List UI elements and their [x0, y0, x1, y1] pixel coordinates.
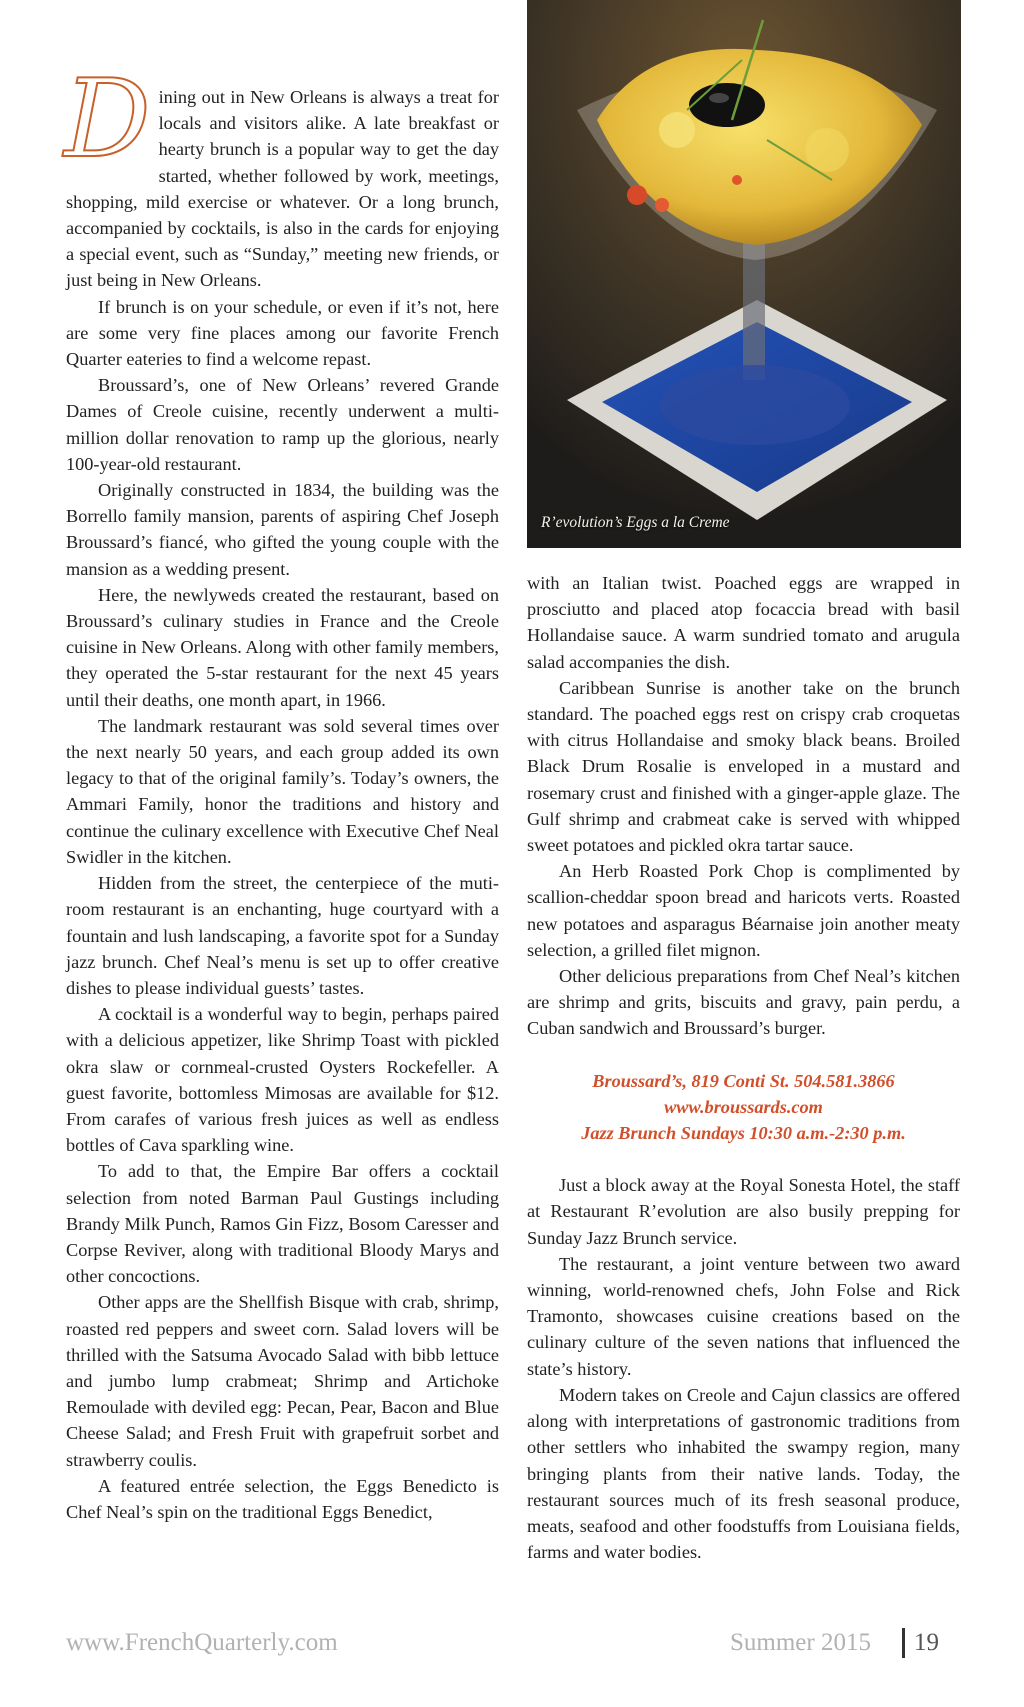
footer-divider: [902, 1628, 905, 1658]
paragraph: Other delicious preparations from Chef Neal’s kitchen are shrimp and grits, biscuits and gravy, pain perdu, a Cuban sandwich and Broussard’s burger.: [527, 966, 960, 1039]
info-hours: Jazz Brunch Sundays 10:30 a.m.-2:30 p.m.: [581, 1123, 906, 1144]
paragraph: A featured entrée selection, the Eggs Benedicto is Chef Neal’s spin on the traditional Eggs Benedict,: [66, 1475, 499, 1522]
restaurant-info-box: [527, 1068, 960, 1147]
right-column: [527, 570, 960, 1565]
paragraph: To add to that, the Empire Bar offers a cocktail selection from noted Barman Paul Gustings including Brandy Milk Punch, Ramos Gin Fizz, Bosom Caresser and Corpse Reviver, along with traditional Bloody Marys and other concoctions.: [66, 1161, 499, 1287]
paragraph: with an Italian twist. Poached eggs are wrapped in prosciutto and placed atop focaccia bread with basil Hollandaise sauce. A warm sundried tomato and arugula salad accompanies the dish.: [527, 573, 960, 672]
paragraph: Originally constructed in 1834, the building was the Borrello family mansion, parents of aspiring Chef Joseph Broussard’s fiancé, who gifted the young couple with the mansion as a wedding present.: [66, 480, 499, 579]
paragraph: The landmark restaurant was sold several times over the next nearly 50 years, and each group added its own legacy to that of the original family’s. Today’s owners, the Ammari Family, honor the traditions and history and continue the culinary excellence with Executive Chef Neal Swidler in the kitchen.: [66, 715, 499, 867]
info-website-link[interactable]: www.broussards.com: [664, 1096, 823, 1117]
photo-caption: R’evolution’s Eggs a la Creme: [541, 514, 730, 531]
paragraph: An Herb Roasted Pork Chop is complimented by scallion-cheddar spoon bread and haricots verts. Roasted new potatoes and asparagus Béarnaise join another meaty selection, a grilled filet mignon.: [527, 861, 960, 960]
page-number: 19: [914, 1629, 939, 1656]
paragraph: Hidden from the street, the centerpiece of the muti-room restaurant is an enchanting, huge courtyard with a fountain and lush landscaping, a favorite spot for a Sunday jazz brunch. Chef Neal’s menu is set up to offer creative dishes to please individual guests’ tastes.: [66, 873, 499, 998]
paragraph: Here, the newlyweds created the restaurant, based on Broussard’s culinary studies in France and the Creole cuisine in New Orleans. Along with other family members, they operated the 5-star restaurant for the next 45 years until their deaths, one month apart, in 1966.: [66, 584, 499, 710]
paragraph: Broussard’s, one of New Orleans’ revered Grande Dames of Creole cuisine, recently underwent a multi-million dollar renovation to ramp up the glorious, nearly 100-year-old restaurant.: [66, 375, 499, 474]
left-column: [64, 57, 499, 1525]
drop-cap: D: [64, 57, 151, 182]
eggs-a-la-creme-illustration: [527, 0, 961, 548]
paragraph: Just a block away at the Royal Sonesta Hotel, the staff at Restaurant R’evolution are also busily prepping for Sunday Jazz Brunch service.: [527, 1175, 960, 1248]
paragraph: If brunch is on your schedule, or even if it’s not, here are some very fine places among our favorite French Quarter eateries to find a welcome repast.: [66, 296, 499, 370]
footer-website[interactable]: www.FrenchQuarterly.com: [66, 1629, 338, 1656]
food-photo: [527, 0, 961, 548]
footer-issue: Summer 2015: [730, 1629, 871, 1656]
paragraph: Modern takes on Creole and Cajun classics are offered along with interpretations of gastronomic traditions from other settlers who inhabited the swampy region, many bringing plants from their native lands. Today, the restaurant sources much of its fresh seasonal produce, meats, seafood and other foodstuffs from Louisiana fields, farms and water bodies.: [527, 1384, 960, 1563]
paragraph: A cocktail is a wonderful way to begin, perhaps paired with a delicious appetizer, like Shrimp Toast with pickled okra slaw or cornmeal-crusted Oysters Rockefeller. A guest favorite, bottomless Mimosas are available for $12. From carafes of various fresh juices as well as endless bottles of Cava sparkling wine.: [66, 1004, 499, 1156]
paragraph: The restaurant, a joint venture between two award winning, world-renowned chefs, John Folse and Rick Tramonto, showcases cuisine creations based on the culinary culture of the seven nations that influenced the state’s history.: [527, 1253, 960, 1379]
paragraph: Caribbean Sunrise is another take on the brunch standard. The poached eggs rest on crispy crab croquetas with citrus Hollandaise and smoky black beans. Broiled Black Drum Rosalie is enveloped in a mustard and rosemary crust and finished with a ginger-apple glaze. The Gulf shrimp and crabmeat cake is served with whipped sweet potatoes and pickled okra tartar sauce.: [527, 677, 960, 856]
info-address: Broussard’s, 819 Conti St. 504.581.3866: [592, 1070, 895, 1091]
paragraph: Other apps are the Shellfish Bisque with crab, shrimp, roasted red peppers and sweet corn. Salad lovers will be thrilled with the Satsuma Avocado Salad with bibb lettuce and jumbo lump crabmeat; Shrimp and Artichoke Remoulade with deviled egg: Pecan, Pear, Bacon and Blue Cheese Salad; and Fresh Fruit with grapefruit sorbet and strawberry coulis.: [66, 1292, 499, 1470]
paragraph: ining out in New Orleans is always a treat for locals and visitors alike. A late breakfast or hearty brunch is a popular way to get the day started, whether followed by work, meetings, shopping, mild exercise or whatever. Or a long brunch, accompanied by cocktails, is also in the cards for enjoying a special event, such as “Sunday,” meeting new friends, or just being in New Orleans.: [66, 87, 499, 291]
